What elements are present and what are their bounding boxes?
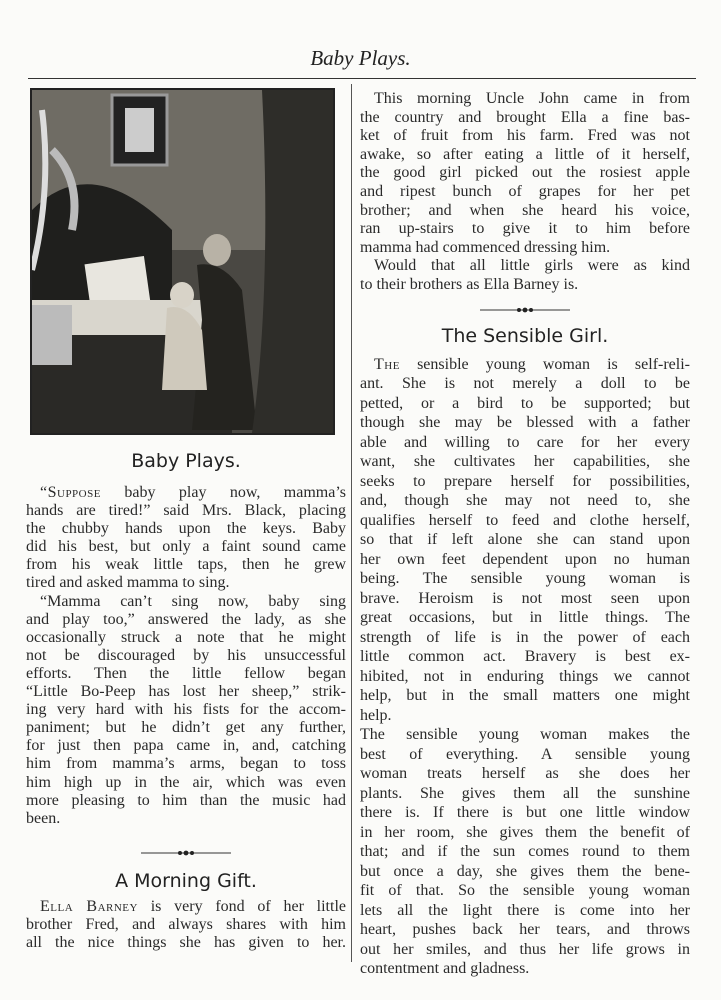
text-line: petted, or a bird to be supported; but bbox=[360, 394, 690, 412]
article-heading-morning-gift: A Morning Gift. bbox=[115, 869, 257, 892]
ornamental-divider bbox=[136, 846, 236, 860]
article-body-sensible-girl bbox=[360, 355, 690, 979]
text-line: brother; and when she heard his voice, bbox=[360, 201, 690, 219]
article-body-morning-gift-continued bbox=[360, 90, 690, 295]
ornamental-divider bbox=[475, 303, 575, 317]
text-line: paniment; but he didn’t get any further, bbox=[26, 719, 346, 737]
lead-small-caps: Ella Barney bbox=[40, 897, 138, 915]
text-line bbox=[26, 484, 346, 502]
text-line: able and willing to care for her every bbox=[360, 433, 690, 451]
text-line: awake, so after eating a little of it herself, bbox=[360, 145, 690, 163]
text-line: not be discouraged by his unsuccessful bbox=[26, 646, 346, 664]
text-line: “Mamma can’t sing now, baby sing bbox=[40, 592, 346, 610]
text-line: hibited, not in enduring things we cannot bbox=[360, 667, 690, 685]
text-line: contentment and gladness. bbox=[360, 960, 530, 978]
text-line: ant. She is not merely a doll to be bbox=[360, 375, 690, 393]
lead-small-caps: The bbox=[374, 355, 400, 373]
text-line: but once a day, she gives them the bene- bbox=[360, 862, 690, 880]
article-body-morning-gift bbox=[26, 898, 346, 952]
text-line bbox=[360, 355, 690, 375]
text-line: did his best, but only a faint sound came bbox=[26, 538, 346, 556]
line-text: is very fond of her little bbox=[137, 897, 346, 915]
article-body-baby-plays bbox=[26, 484, 346, 828]
text-line: help. bbox=[360, 706, 392, 724]
text-line: heart, pushes back her tears, and throws bbox=[360, 921, 690, 939]
text-line: qualifies herself to feed and clothe herself, bbox=[360, 511, 690, 529]
line-text: baby play now, mamma’s bbox=[100, 484, 346, 501]
text-line: help, but in the small matters one might bbox=[360, 687, 690, 705]
text-line: fit of that. So the sensible young woman bbox=[360, 882, 690, 900]
text-line: ing very hard with his fists for the accom- bbox=[26, 701, 346, 719]
text-line: for just then papa came in, and, catching bbox=[26, 737, 346, 755]
text-line: “Little Bo-Peep has lost her sheep,” strik- bbox=[26, 683, 346, 701]
article-heading-sensible-girl: The Sensible Girl. bbox=[441, 324, 609, 347]
text-line: all the nice things she has given to her. bbox=[26, 933, 346, 951]
text-line: and, though she may not need to, she bbox=[360, 492, 690, 510]
text-line: woman treats herself as she does her bbox=[360, 765, 690, 783]
text-line: little common act. Bravery is best ex- bbox=[360, 648, 690, 666]
text-line: brave. Heroism is not most seen upon bbox=[360, 589, 690, 607]
right-column bbox=[360, 90, 690, 979]
text-line: plants. She gives them all the sunshine bbox=[360, 784, 690, 802]
left-column bbox=[26, 450, 346, 952]
text-line: ket of fruit from his farm. Fred was not bbox=[360, 127, 690, 145]
article-heading-baby-plays: Baby Plays. bbox=[131, 450, 241, 472]
text-line: that; and if the sun comes round to them bbox=[360, 843, 690, 861]
text-line: seeks to prepare herself for possibilities, bbox=[360, 472, 690, 490]
text-line: ran up-stairs to give it to him before bbox=[360, 220, 690, 238]
text-line: strength of life is in the power of each bbox=[360, 628, 690, 646]
column-rule bbox=[351, 84, 352, 962]
text-line: out her smiles, and thus her life grows in bbox=[360, 940, 690, 958]
text-line: The sensible young woman makes the bbox=[360, 726, 690, 744]
text-line: from his weak little taps, then he grew bbox=[26, 556, 346, 574]
text-line: Would that all little girls were as kind bbox=[374, 257, 690, 275]
engraving-piano-mother-child-icon bbox=[32, 90, 333, 433]
text-line: hands are tired!” said Mrs. Black, placing bbox=[26, 502, 346, 520]
text-line: tired and asked mamma to sing. bbox=[26, 574, 230, 592]
text-line bbox=[26, 898, 346, 916]
line-text: sensible young woman is self-reli- bbox=[399, 355, 690, 373]
text-line: there is. If there is but one little window bbox=[360, 804, 690, 822]
text-line: best of everything. A sensible young bbox=[360, 745, 690, 763]
text-line: been. bbox=[26, 809, 61, 827]
text-line: in her room, she gives them the benefit of bbox=[360, 823, 690, 841]
text-line: This morning Uncle John came in from bbox=[374, 90, 690, 107]
illustration bbox=[30, 88, 335, 435]
text-line: great occasions, but in little things. The bbox=[360, 609, 690, 627]
text-line: the country and brought Ella a fine bas- bbox=[360, 108, 690, 126]
text-line: mamma had commenced dressing him. bbox=[360, 238, 611, 256]
text-line: lets all the light there is come into her bbox=[360, 901, 690, 919]
text-line: though she may be blessed with a father bbox=[360, 414, 690, 432]
text-line: him from mamma’s arms, began to toss bbox=[26, 755, 346, 773]
text-line: want, she cultivates her capabilities, she bbox=[360, 453, 690, 471]
text-line: efforts. Then the little fellow began bbox=[26, 664, 346, 682]
text-line: and ripest bunch of grapes for her pet bbox=[360, 182, 690, 200]
text-line: to their brothers as Ella Barney is. bbox=[360, 275, 579, 293]
text-line: occasionally struck a note that he might bbox=[26, 628, 346, 646]
running-head: Baby Plays. bbox=[310, 46, 411, 70]
text-line: more pleasing to him than the music had bbox=[26, 791, 346, 809]
header-rule bbox=[28, 78, 696, 79]
text-line: him high up in the air, which was even bbox=[26, 773, 346, 791]
lead-small-caps: “Suppose bbox=[40, 484, 101, 501]
text-line: brother Fred, and always shares with him bbox=[26, 915, 346, 933]
text-line: so that if left alone she can stand upon bbox=[360, 531, 690, 549]
text-line: her own feet dependent upon no human bbox=[360, 550, 690, 568]
text-line: the good girl picked out the rosiest apple bbox=[360, 164, 690, 182]
text-line: the chubby hands upon the keys. Baby bbox=[26, 520, 346, 538]
text-line: and play too,” answered the lady, as she bbox=[26, 610, 346, 628]
text-line: being. The sensible young woman is bbox=[360, 570, 690, 588]
